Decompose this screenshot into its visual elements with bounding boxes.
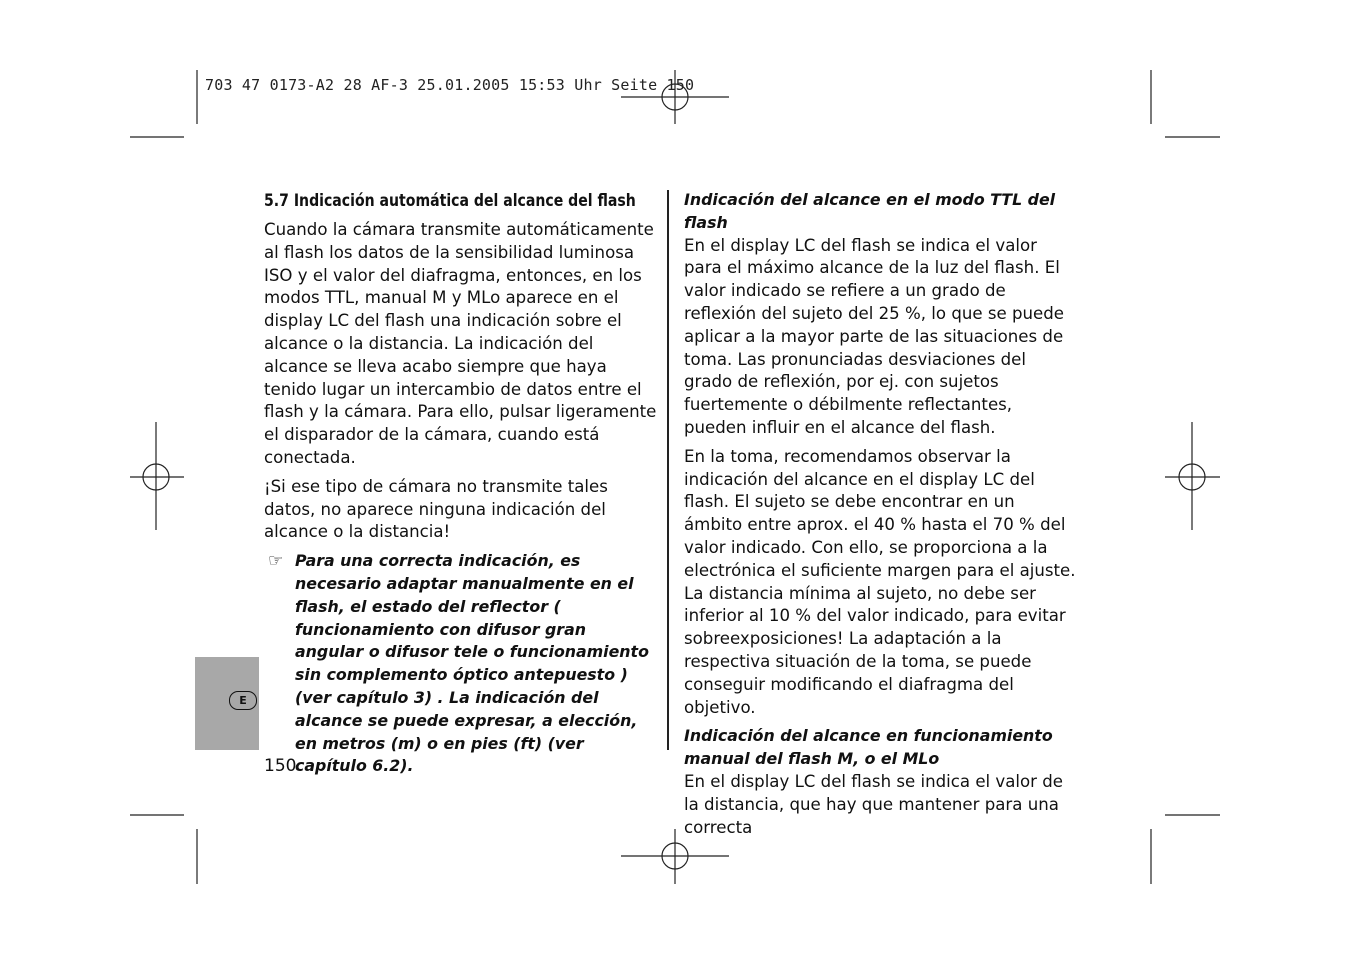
body-paragraph: En el display LC del flash se indica el valor para el máximo alcance de la luz del flash. El valor indicado se refiere a un grado de reflexión del sujeto del 25 %, lo que se puede aplicar a la mayor parte de las situaciones de toma. Las pronunciadas desviaciones del grado de reflexión, por ej. con sujetos fuertemente o débilmente reflectantes, pueden influir en el alcance del flash. [684, 235, 1064, 437]
section-heading: 5.7 Indicación automática del alcance del flash [264, 191, 636, 211]
note-block [264, 550, 658, 778]
body-paragraph: En la toma, recomendamos observar la indicación del alcance en el display LC del flash. El sujeto se debe encontrar en un ámbito entre aprox. el 40 % hasta el 70 % del valor indicado. Con ello, se proporciona a la electrónica el suficiente margen para el ajuste. La distancia mínima al sujeto, no debe ser inferior al 10 % del valor indicado, para evitar sobreexposiciones! La adaptación a la respectiva situación de la toma, se puede conseguir modificando el diafragma del objetivo. [684, 446, 1076, 717]
note-text: Para una correcta indicación, es necesario adaptar manualmente en el flash, el estado del reflector ( funcionamiento con difusor gran angular o difusor tele o funcionamiento sin complemento óptico antepuesto ) (ver capítulo 3) . La indicación del alcance se puede expresar, a elección, en metros (m) o en pies (ft) (ver capítulo 6.2). [295, 551, 649, 776]
body-paragraph: En el display LC del flash se indica el valor de la distancia, que hay que mantener para una correcta [684, 771, 1064, 837]
subheading: Indicación del alcance en el modo TTL del flash [684, 190, 1056, 232]
registration-mark-right [1165, 422, 1220, 530]
left-column [264, 189, 658, 778]
pointing-hand-icon: ☞ [268, 551, 284, 572]
body-paragraph: ¡Si ese tipo de cámara no transmite tales datos, no aparece ninguna indicación del alcance o la distancia! [264, 476, 608, 542]
right-column [684, 189, 1078, 845]
column-divider [667, 190, 669, 750]
registration-mark-left [130, 422, 184, 530]
language-badge: E [229, 691, 257, 710]
subheading: Indicación del alcance en funcionamiento manual del flash M, o el MLo [684, 726, 1053, 769]
print-slug: 703 47 0173-A2 28 AF-3 25.01.2005 15:53 Uhr Seite 150 [205, 76, 695, 94]
page-number: 150 [264, 756, 297, 776]
body-paragraph: Cuando la cámara transmite automáticamente al flash los datos de la sensibilidad luminosa ISO y el valor del diafragma, entonces, en los modos TTL, manual M y MLo aparece en el display LC del flash una indicación sobre el alcance o la distancia. La indicación del alcance se lleva acabo siempre que haya tenido lugar un intercambio de datos entre el flash y la cámara. Para ello, pulsar ligeramente el disparador de la cámara, cuando está conectada. [264, 220, 657, 467]
